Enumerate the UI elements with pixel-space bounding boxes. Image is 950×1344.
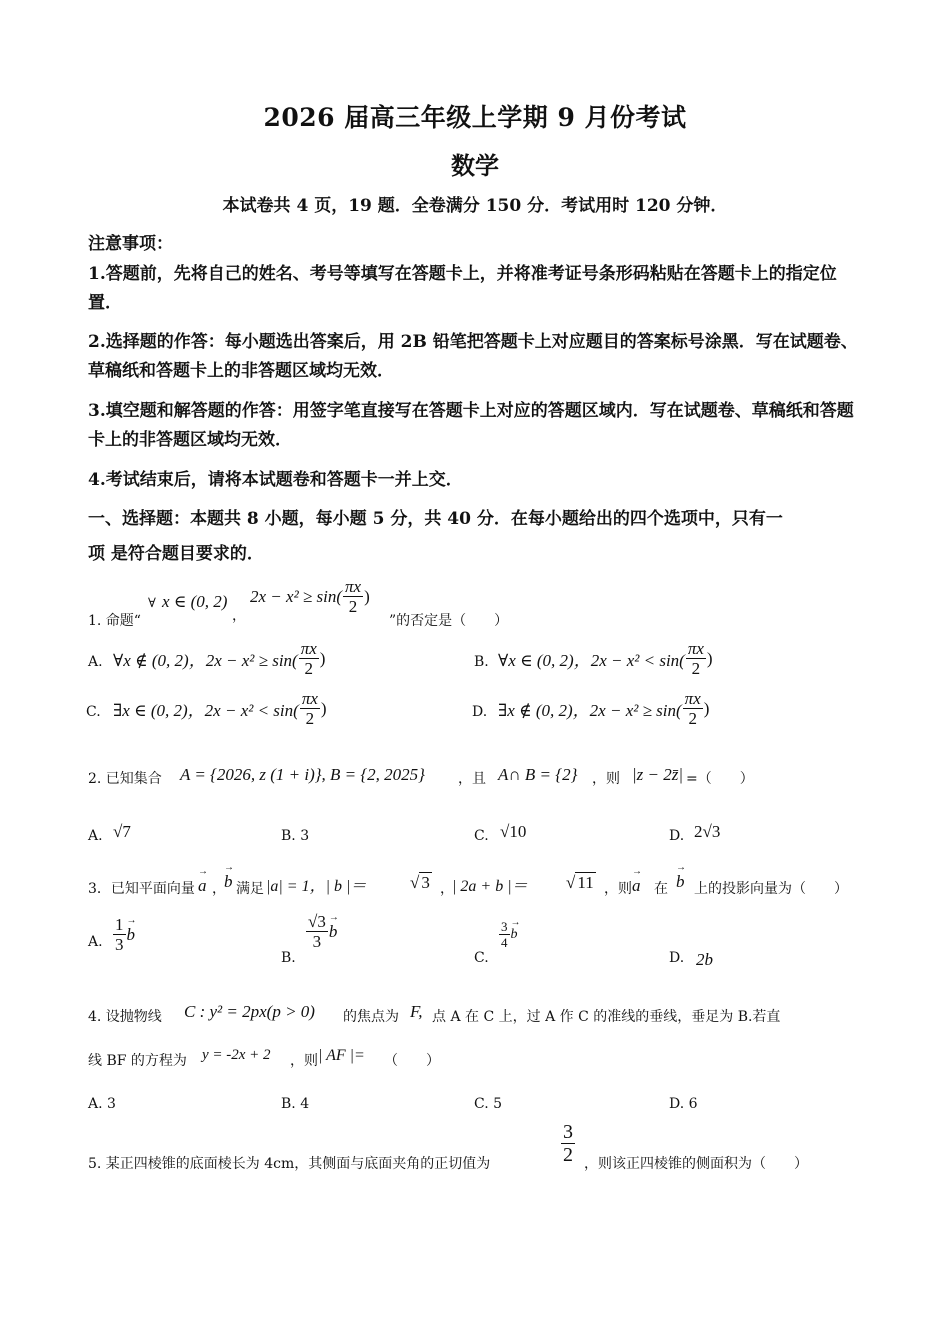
- q1-option-a[interactable]: [113, 640, 325, 677]
- q4-line2-prefix: 线 BF 的方程为: [88, 1053, 187, 1069]
- q5-fraction: [560, 1122, 576, 1165]
- q3-sqrt3: [410, 873, 432, 893]
- q4-line2-suffix: （ ）: [384, 1053, 440, 1069]
- q1-option-c-label[interactable]: C.: [86, 704, 101, 720]
- q3-vector-a2-symbol: → a: [632, 876, 641, 896]
- q1-option-c-frac-den: 2: [305, 709, 315, 728]
- q1-option-a-rparen: ): [319, 648, 326, 668]
- q1-option-c-frac: [300, 690, 320, 727]
- q3-option-b-b: → b: [329, 922, 338, 942]
- q3-option-a-b: → b: [127, 925, 136, 945]
- q2-option-b[interactable]: B. 3: [281, 828, 310, 844]
- q3-option-a[interactable]: [112, 916, 135, 953]
- q3-option-b[interactable]: [305, 913, 337, 950]
- q1-option-d-frac-den: 2: [688, 709, 697, 728]
- q5-frac: [561, 1122, 575, 1165]
- q2-intersection: A∩ B = {2}: [498, 765, 578, 784]
- q1-option-d-rparen: ): [703, 698, 710, 718]
- notice-item-4: 4.考试结束后，请将本试题卷和答题卡一并上交．: [88, 470, 463, 490]
- q1-option-c[interactable]: [113, 690, 327, 727]
- subject-title: 数学: [451, 151, 499, 180]
- q1-frac-num: πx: [345, 577, 362, 596]
- q3-option-c-label[interactable]: C.: [474, 950, 489, 966]
- q3-on: 在: [654, 881, 668, 897]
- q2-option-d-label[interactable]: D.: [669, 828, 685, 844]
- q3-option-a-num: 1: [115, 915, 124, 934]
- q5-prefix: 5. 某正四棱锥的底面棱长为 4cm，其侧面与底面夹角的正切值为: [88, 1156, 491, 1172]
- q3-option-a-den: 3: [115, 935, 124, 954]
- q1-option-a-label[interactable]: A.: [88, 654, 103, 670]
- q1-option-a-frac-num: πx: [300, 639, 317, 658]
- q1-option-d-frac: [683, 690, 703, 727]
- q4-line1-mid: 的焦点为: [343, 1009, 399, 1025]
- q3-option-a-label[interactable]: A.: [88, 934, 103, 950]
- q5-frac-num: 3: [563, 1121, 573, 1143]
- q3-vector-b: [224, 872, 233, 892]
- q4-option-a[interactable]: A. 3: [88, 1096, 116, 1112]
- q4-line-equation: y = -2x + 2: [202, 1047, 271, 1063]
- q3-condition-2: | 2a + b |＝: [452, 878, 528, 895]
- q3-option-b-label[interactable]: B.: [281, 950, 296, 966]
- q4-parabola: C : y² = 2px(p > 0): [184, 1002, 315, 1021]
- q1-frac-den: 2: [348, 597, 358, 616]
- q3-option-c-num: 3: [501, 919, 508, 934]
- q3-vector-b-symbol: → b: [224, 872, 233, 892]
- section-heading-line1: 一、选择题：本题共 8 小题，每小题 5 分，共 40 分．在每小题给出的四个选项中，只有一: [88, 509, 783, 529]
- q5-frac-den: 2: [563, 1144, 573, 1166]
- q2-then: ，则: [592, 771, 620, 787]
- q2-prefix: 2. 已知集合: [88, 771, 162, 787]
- section-heading-line2: 项 是符合题目要求的．: [88, 544, 264, 564]
- q3-sqrt11-value: 11: [577, 873, 594, 892]
- q3-vector-b2: [676, 872, 685, 892]
- q4-line1-rest: 点 A 在 C 上，过 A 作 C 的准线的垂线，垂足为 B.若直: [432, 1009, 781, 1025]
- q1-set: x ∈ (0, 2): [162, 592, 228, 611]
- q3-sep: ，: [212, 881, 226, 897]
- q1-rparen: ): [364, 586, 370, 606]
- q2-option-c-label[interactable]: C.: [474, 828, 489, 844]
- q3-cond: 满足: [236, 881, 264, 897]
- q1-option-d-label[interactable]: D.: [472, 704, 488, 720]
- q1-option-a-text: ∀x ∉ (0, 2)，2x − x² ≥ sin(: [113, 651, 298, 670]
- q1-option-a-frac: [299, 640, 319, 677]
- q1-comma: ，: [232, 608, 246, 624]
- q4-option-d[interactable]: D. 6: [669, 1096, 698, 1112]
- q3-condition-1: |a| = 1，| b |＝: [266, 878, 367, 895]
- notice-item-2: 2.选择题的作答：每小题选出答案后，用 2B 铅笔把答题卡上对应题目的答案标号涂黑．写在试题卷、草稿纸和答题卡上的非答题区域均无效．: [88, 332, 858, 381]
- q4-focus: F,: [410, 1002, 423, 1021]
- q3-suffix: 上的投影向量为（ ）: [694, 881, 848, 897]
- q2-option-c-value[interactable]: √10: [500, 822, 527, 841]
- notice-item-1: 1.答题前，先将自己的姓名、考号等填写在答题卡上，并将准考证号条形码粘贴在答题卡上的指定位置．: [88, 264, 837, 313]
- q1-option-b-frac-den: 2: [691, 659, 701, 678]
- q1-fraction: [343, 578, 363, 615]
- q2-sets: A = {2026, z (1 + i)}, B = {2, 2025}: [180, 765, 425, 784]
- q1-option-b-frac: [686, 640, 706, 677]
- q3-option-d-value[interactable]: 2b: [696, 950, 713, 969]
- q3-vector-a-symbol: → a: [198, 876, 207, 896]
- q4-line2-mid: ，则: [290, 1053, 318, 1069]
- q1-option-d[interactable]: [498, 690, 709, 727]
- q4-option-b[interactable]: B. 4: [281, 1096, 310, 1112]
- q3-then: ，则: [604, 881, 632, 897]
- q3-option-c[interactable]: [498, 920, 518, 949]
- q4-af: | AF |=: [318, 1047, 365, 1064]
- q3-vector-b2-symbol: → b: [676, 872, 685, 892]
- forall-symbol: ∀: [148, 596, 156, 611]
- q3-vector-a: [198, 876, 207, 896]
- q1-option-c-text: ∃x ∈ (0, 2)，2x − x² < sin(: [113, 701, 299, 720]
- exam-info: 本试卷共 4 页，19 题．全卷满分 150 分．考试用时 120 分钟．: [222, 196, 728, 216]
- q3-option-c-frac: [499, 920, 510, 949]
- q1-option-b[interactable]: [498, 640, 713, 677]
- q3-sqrt11-radical: √: [566, 873, 576, 892]
- q3-prefix: 3．已知平面向量: [88, 881, 195, 897]
- q3-option-a-frac: [113, 916, 126, 953]
- q3-option-b-frac: [306, 913, 328, 950]
- q3-option-c-b: → b: [511, 927, 518, 943]
- notice-item-3: 3.填空题和解答题的作答：用签字笔直接写在答题卡上对应的答题区域内．写在试题卷、草稿纸和答题卡上的非答题区域均无效．: [88, 401, 854, 450]
- q1-option-b-text: ∀x ∈ (0, 2)，2x − x² < sin(: [498, 651, 685, 670]
- q1-lhs: 2x − x² ≥ sin(: [250, 586, 342, 606]
- q2-option-a-label[interactable]: A.: [88, 828, 103, 844]
- exam-title: 2026 届高三年级上学期 9 月份考试: [263, 103, 687, 132]
- q1-option-b-label[interactable]: B.: [474, 654, 489, 670]
- q3-option-b-den: 3: [312, 932, 322, 951]
- q3-sqrt3-radical: √: [410, 873, 420, 892]
- q1-option-b-frac-num: πx: [687, 639, 704, 658]
- q1-inequality: [250, 578, 370, 615]
- q1-option-c-rparen: ): [320, 698, 327, 718]
- q1-option-c-frac-num: πx: [301, 689, 318, 708]
- q3-comma: ，: [440, 881, 454, 897]
- q2-option-d-value[interactable]: 2√3: [694, 822, 721, 841]
- q2-option-a-value[interactable]: √7: [113, 822, 131, 841]
- q3-option-c-den: 4: [501, 935, 508, 950]
- q3-vector-a2: [632, 876, 641, 896]
- q2-expression: |z − 2z̄|: [632, 765, 684, 784]
- q4-option-c[interactable]: C. 5: [474, 1096, 503, 1112]
- q3-option-b-num: √3: [308, 912, 326, 931]
- q1-prefix: 1. 命题“: [88, 613, 141, 629]
- q3-sqrt3-value: 3: [421, 873, 430, 892]
- notice-heading: 注意事项：: [88, 234, 173, 254]
- q1-option-a-frac-den: 2: [304, 659, 313, 678]
- q1-option-d-frac-num: πx: [684, 689, 701, 708]
- q3-option-d-label[interactable]: D.: [669, 950, 685, 966]
- q1-suffix: ”的否定是（ ）: [389, 613, 509, 629]
- q2-mid: ，且: [458, 771, 486, 787]
- q4-prefix: 4. 设抛物线: [88, 1009, 162, 1025]
- q5-suffix: ，则该正四棱锥的侧面积为（ ）: [584, 1156, 808, 1172]
- q3-sqrt11: [566, 873, 596, 893]
- q1-option-d-text: ∃x ∉ (0, 2)，2x − x² ≥ sin(: [498, 701, 682, 720]
- q1-option-b-rparen: ): [706, 648, 713, 668]
- q2-suffix: =（ ）: [686, 771, 754, 787]
